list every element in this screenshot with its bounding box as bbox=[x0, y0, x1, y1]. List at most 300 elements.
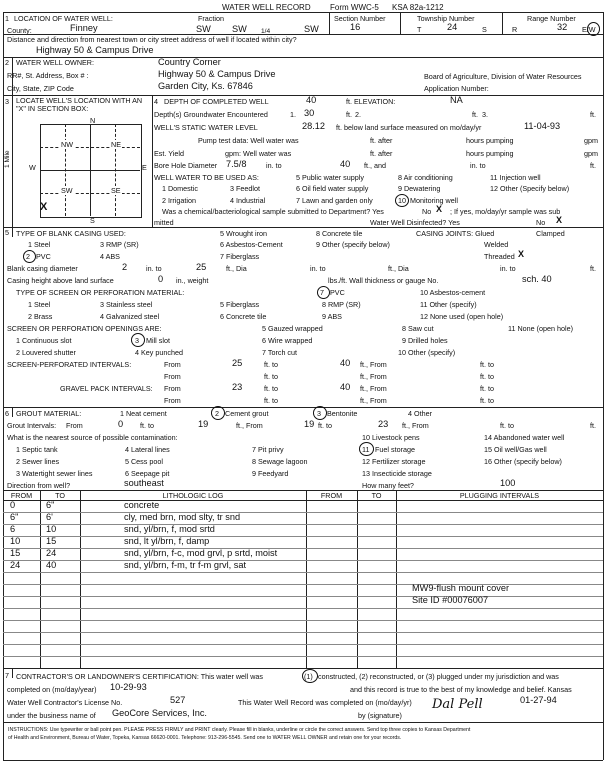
rule bbox=[3, 407, 603, 408]
log-cell-desc: snd, lt yl/brn, f, damp bbox=[124, 536, 210, 546]
section-1-title: LOCATION OF WATER WELL: bbox=[14, 14, 113, 23]
cont-11: 11 bbox=[362, 445, 370, 454]
section-4-number: 4 bbox=[154, 97, 158, 106]
opening-4: 4 Key punched bbox=[135, 348, 183, 357]
section-2-number: 2 bbox=[5, 58, 9, 67]
screen-6: 6 Concrete tile bbox=[220, 312, 267, 321]
yield-gpm2: gpm bbox=[584, 149, 598, 158]
rule bbox=[3, 668, 603, 669]
log-header-lithologic: LITHOLOGIC LOG bbox=[162, 491, 224, 500]
compass-n: N bbox=[90, 116, 96, 125]
location-x-mark: X bbox=[40, 201, 48, 213]
elevation-label: ft. ELEVATION: bbox=[346, 97, 396, 106]
use-6: 6 Oil field water supply bbox=[296, 184, 369, 193]
circle-mark bbox=[131, 333, 145, 347]
township-label: Township Number bbox=[417, 14, 475, 23]
log-cell-desc: snd, yl/brn, f-m, tr f-m grvl, sat bbox=[124, 560, 247, 570]
section-box-quarter-line bbox=[115, 124, 116, 216]
direction-value: southeast bbox=[124, 478, 164, 488]
log-cell-from: 0 bbox=[10, 500, 16, 510]
log-cell-from: 10 bbox=[10, 536, 21, 546]
log-row-line bbox=[3, 644, 603, 645]
casing-3: 3 RMP (SR) bbox=[100, 240, 139, 249]
section-7-number: 7 bbox=[5, 671, 9, 680]
gpi-to-label: ft. to bbox=[264, 384, 278, 393]
gpi-to-value: 40 bbox=[340, 382, 351, 392]
groundwater-1-value: 30 bbox=[304, 108, 315, 118]
county-label: County: bbox=[7, 26, 32, 35]
log-row-line bbox=[3, 512, 603, 513]
feet-value: 100 bbox=[500, 478, 516, 488]
openings-title: SCREEN OR PERFORATION OPENINGS ARE: bbox=[7, 324, 162, 333]
section-number-value: 16 bbox=[350, 22, 361, 32]
static-level-rest: ft. below land surface measured on mo/day/yr bbox=[336, 123, 482, 132]
log-cell-desc: concrete bbox=[124, 500, 160, 510]
log-cell-desc: snd, yl/brn, f-c, mod grvl, p srtd, moist bbox=[124, 548, 278, 558]
bore-in-to2: in. to bbox=[470, 161, 486, 170]
log-row-line bbox=[3, 608, 603, 609]
range-value: 32 bbox=[557, 22, 568, 32]
screen-11: 11 Other (specify) bbox=[420, 300, 477, 309]
fraction-q3: SW bbox=[304, 24, 319, 34]
chem-question: Was a chemical/bacteriological sample submitted to Department? Yes bbox=[162, 207, 384, 216]
ksa-number: KSA 82a-1212 bbox=[392, 3, 444, 12]
screen-1: 1 Steel bbox=[28, 300, 51, 309]
gpi-from-label: From bbox=[164, 384, 181, 393]
opening-6: 6 Wire wrapped bbox=[262, 336, 313, 345]
spi-to2: ft. to bbox=[480, 360, 494, 369]
quadrant-nw: NW bbox=[61, 140, 73, 149]
gpi-to4: ft. to bbox=[480, 396, 494, 405]
gi-to2-value: 23 bbox=[378, 419, 389, 429]
gi-to3-label: ft. to bbox=[500, 421, 514, 430]
gpi-from3: From bbox=[164, 396, 181, 405]
casing-2: 2 bbox=[26, 252, 30, 261]
township-t: T bbox=[417, 25, 422, 34]
pump-test-label: Pump test data: Well water was bbox=[198, 136, 299, 145]
use-10: 10 bbox=[398, 196, 406, 205]
section-1-number: 1 bbox=[5, 14, 9, 23]
disinfected-no: No bbox=[536, 218, 546, 227]
form-title: WATER WELL RECORD bbox=[222, 3, 311, 12]
frame-right bbox=[603, 12, 604, 760]
fraction-label: Fraction bbox=[198, 14, 224, 23]
log-row-line bbox=[3, 548, 603, 549]
cont-12: 12 Fertilizer storage bbox=[362, 457, 426, 466]
instructions-line-1: INSTRUCTIONS: Use typewriter or ball point pen. PLEASE PRESS FIRMLY and PRINT clearly. Please fill in blanks, underline or circle the correct answers. Send top three copies to Kansas Department bbox=[8, 727, 471, 733]
section-box-quarter-line bbox=[65, 124, 66, 216]
height-weight: in., weight bbox=[176, 276, 209, 285]
cont-3: 3 Watertight sewer lines bbox=[16, 469, 93, 478]
casing-2-label: PVC bbox=[36, 252, 51, 261]
gi-from-value: 0 bbox=[118, 419, 124, 429]
log-row-line bbox=[3, 620, 603, 621]
elevation-value: NA bbox=[450, 95, 463, 105]
log-row-line bbox=[3, 596, 603, 597]
spi-to3: ft. to bbox=[264, 372, 278, 381]
cont-14: 14 Abandoned water well bbox=[484, 433, 565, 442]
cont-10: 10 Livestock pens bbox=[362, 433, 420, 442]
log-cell-to: 40 bbox=[46, 560, 57, 570]
spi-from3: From bbox=[164, 372, 181, 381]
section-5-number: 5 bbox=[5, 228, 9, 237]
compass-s: S bbox=[90, 216, 95, 225]
record-date: 01-27-94 bbox=[520, 695, 557, 705]
completed-label: completed on (mo/day/year) bbox=[7, 685, 97, 694]
gpi-to2: ft. to bbox=[480, 384, 494, 393]
gi-from2-label: ft., From bbox=[236, 421, 263, 430]
section-number-label: Section Number bbox=[334, 14, 386, 23]
groundwater-3: 3. bbox=[482, 110, 488, 119]
casing-5: 5 Wrought iron bbox=[220, 229, 268, 238]
opening-10: 10 Other (specify) bbox=[398, 348, 456, 357]
chem-rest: ; If yes, mo/day/yr sample was sub bbox=[450, 207, 561, 216]
use-12: 12 Other (Specify below) bbox=[490, 184, 570, 193]
fraction-q1: SW bbox=[196, 24, 211, 34]
circle-mark bbox=[313, 406, 327, 420]
casing-title: TYPE OF BLANK CASING USED: bbox=[16, 229, 126, 238]
log-header-to2: TO bbox=[371, 491, 382, 500]
cont-9: 9 Feedyard bbox=[252, 469, 289, 478]
height-label: Casing height above land surface bbox=[7, 276, 114, 285]
screen-9: 9 ABS bbox=[322, 312, 342, 321]
screen-3: 3 Stainless steel bbox=[100, 300, 153, 309]
section-3-number: 3 bbox=[5, 97, 9, 106]
log-header-from: FROM bbox=[10, 491, 33, 500]
diameter-ft: ft. bbox=[590, 264, 596, 273]
gi-to-value: 19 bbox=[198, 419, 209, 429]
screen-4: 4 Galvanized steel bbox=[100, 312, 160, 321]
casing-9: 9 Other (specify below) bbox=[316, 240, 390, 249]
divider bbox=[12, 668, 13, 678]
rule bbox=[3, 722, 603, 723]
log-row-line bbox=[3, 572, 603, 573]
cont-11-label: Fuel storage bbox=[375, 445, 415, 454]
casing-4: 4 ABS bbox=[100, 252, 120, 261]
business-label: under the business name of bbox=[7, 711, 96, 720]
county-value: Finney bbox=[70, 23, 98, 33]
license-value: 527 bbox=[170, 695, 186, 705]
section-6-number: 6 bbox=[5, 409, 9, 418]
height-lbs: lbs./ft. Wall thickness or gauge No. bbox=[328, 276, 439, 285]
cert-rest: constructed, (2) reconstructed, or (3) plugged under my jurisdiction and was bbox=[318, 672, 559, 681]
opening-11: 11 None (open hole) bbox=[508, 324, 573, 333]
use-11: 11 Injection well bbox=[490, 173, 541, 182]
gpi-from2: ft., From bbox=[360, 384, 387, 393]
disinfected-label: Water Well Disinfected? Yes bbox=[370, 218, 460, 227]
circle-mark bbox=[23, 250, 36, 263]
yield-hours: hours pumping bbox=[466, 149, 514, 158]
log-row-line bbox=[3, 656, 603, 657]
quadrant-ne: NE bbox=[111, 140, 121, 149]
use-2: 2 Irrigation bbox=[162, 196, 196, 205]
circle-mark bbox=[395, 194, 409, 207]
spi-to4: ft. to bbox=[480, 372, 494, 381]
diameter-label: Blank casing diameter bbox=[7, 264, 78, 273]
grout-2-label: Cement grout bbox=[225, 409, 269, 418]
gi-to-label: ft. to bbox=[140, 421, 154, 430]
screen-title: TYPE OF SCREEN OR PERFORATION MATERIAL: bbox=[16, 288, 185, 297]
contamination-label: What is the nearest source of possible contamination: bbox=[7, 433, 178, 442]
cont-16: 16 Other (specify below) bbox=[484, 457, 562, 466]
distance-label: Distance and direction from nearest town or city street address of well if located within city? bbox=[7, 35, 297, 44]
mile-scale bbox=[12, 140, 13, 196]
opening-8: 8 Saw cut bbox=[402, 324, 434, 333]
board-text: Board of Agriculture, Division of Water Resources bbox=[424, 72, 582, 81]
bore-value: 7.5/8 bbox=[226, 159, 247, 169]
use-3: 3 Feedlot bbox=[230, 184, 260, 193]
log-row-line bbox=[3, 560, 603, 561]
static-level-label: WELL'S STATIC WATER LEVEL bbox=[154, 123, 258, 132]
range-r: R bbox=[512, 25, 518, 34]
cont-1: 1 Septic tank bbox=[16, 445, 58, 454]
section-2-title: WATER WELL OWNER: bbox=[16, 58, 94, 67]
pump-after: ft. after bbox=[370, 136, 393, 145]
rule bbox=[3, 500, 603, 501]
log-col-line bbox=[396, 490, 397, 668]
log-cell-from: 6" bbox=[10, 512, 19, 522]
groundwater-ft3: ft. bbox=[590, 110, 596, 119]
log-cell-to: 10 bbox=[46, 524, 57, 534]
quadrant-se: SE bbox=[111, 186, 121, 195]
opening-3: 3 bbox=[135, 336, 139, 345]
log-cell-to: 15 bbox=[46, 536, 57, 546]
frame-top bbox=[3, 12, 603, 13]
compass-e: E bbox=[142, 163, 147, 172]
bore-ft: ft. bbox=[590, 161, 596, 170]
cont-5: 5 Cess pool bbox=[125, 457, 163, 466]
record-label: This Water Well Record was completed on (mo/day/yr) bbox=[238, 698, 412, 707]
completed-rest: and this record is true to the best of my knowledge and belief. Kansas bbox=[350, 685, 572, 694]
log-cell-from: 24 bbox=[10, 560, 21, 570]
diameter-to-value: 25 bbox=[196, 262, 207, 272]
use-8: 8 Air conditioning bbox=[398, 173, 453, 182]
grout-4: 4 Other bbox=[408, 409, 432, 418]
pump-gpm: gpm bbox=[584, 136, 598, 145]
opening-3-label: Mill slot bbox=[146, 336, 170, 345]
casing-8: 8 Concrete tile bbox=[316, 229, 363, 238]
section-box-horizontal bbox=[40, 170, 140, 171]
section-box-quarter-line bbox=[40, 147, 140, 148]
opening-5: 5 Gauzed wrapped bbox=[262, 324, 323, 333]
cert-option-1: (1) bbox=[304, 672, 313, 681]
log-cell-to: 6" bbox=[46, 500, 55, 510]
gi-from-label: From bbox=[66, 421, 83, 430]
section-3-title: LOCATE WELL'S LOCATION WITH AN "X" IN SECTION BOX: bbox=[16, 96, 143, 113]
gpi-label: GRAVEL PACK INTERVALS: bbox=[60, 384, 153, 393]
bore-to-value: 40 bbox=[340, 159, 351, 169]
log-cell-to: 6' bbox=[46, 512, 53, 522]
diameter-in-to2: in. to bbox=[310, 264, 326, 273]
fraction-quarter: 1/4 bbox=[261, 28, 271, 35]
plugging-note-1: MW9-flush mount cover bbox=[412, 583, 510, 593]
gi-from2-value: 19 bbox=[304, 419, 315, 429]
spi-from2: ft., From bbox=[360, 360, 387, 369]
chem-x: X bbox=[436, 204, 443, 214]
cert-title: CONTRACTOR'S OR LANDOWNER'S CERTIFICATION: This water well was bbox=[16, 672, 264, 681]
log-header-from2: FROM bbox=[320, 491, 343, 500]
opening-2: 2 Louvered shutter bbox=[16, 348, 76, 357]
circle-mark bbox=[317, 286, 330, 299]
diameter-in-to3: in. to bbox=[500, 264, 516, 273]
range-label: Range Number bbox=[527, 14, 576, 23]
frame-bottom bbox=[3, 760, 603, 761]
log-cell-to: 24 bbox=[46, 548, 57, 558]
cont-15: 15 Oil well/Gas well bbox=[484, 445, 547, 454]
spi-from4: ft., From bbox=[360, 372, 387, 381]
rule bbox=[3, 227, 603, 228]
use-4: 4 Industrial bbox=[230, 196, 266, 205]
city-label: City, State, ZIP Code bbox=[7, 84, 74, 93]
divider bbox=[329, 12, 330, 34]
casing-joints: CASING JOINTS: Glued bbox=[416, 229, 495, 238]
casing-1: 1 Steel bbox=[28, 240, 51, 249]
opening-9: 9 Drilled holes bbox=[402, 336, 448, 345]
gpi-from-value: 23 bbox=[232, 382, 243, 392]
use-label: WELL WATER TO BE USED AS: bbox=[154, 173, 259, 182]
grout-1: 1 Neat cement bbox=[120, 409, 167, 418]
mile-label: 1 Mile bbox=[4, 150, 11, 168]
signature-label: by (signature) bbox=[358, 711, 402, 720]
spi-label: SCREEN-PERFORATED INTERVALS: bbox=[7, 360, 132, 369]
divider bbox=[12, 227, 13, 237]
address-value: Highway 50 & Campus Drive bbox=[158, 69, 276, 79]
business-value: GeoCore Services, Inc. bbox=[112, 708, 207, 718]
feet-label: How many feet? bbox=[362, 481, 414, 490]
signature-value: Dal Pell bbox=[432, 697, 483, 712]
yield-gpm: gpm: Well water was bbox=[225, 149, 292, 158]
township-s: S bbox=[482, 25, 487, 34]
yield-label: Est. Yield bbox=[154, 149, 184, 158]
depth-label: DEPTH OF COMPLETED WELL bbox=[164, 97, 269, 106]
circle-mark bbox=[302, 669, 318, 683]
groundwater-label: Depth(s) Groundwater Encountered bbox=[154, 110, 268, 119]
casing-threaded: Threaded bbox=[484, 252, 515, 261]
spi-to-value: 40 bbox=[340, 358, 351, 368]
static-level-value: 28.12 bbox=[302, 121, 325, 131]
direction-label: Direction from well? bbox=[7, 481, 71, 490]
casing-threaded-x: X bbox=[518, 249, 525, 259]
screen-7: 7 bbox=[320, 288, 324, 297]
screen-12: 12 None used (open hole) bbox=[420, 312, 504, 321]
depth-value: 40 bbox=[306, 95, 317, 105]
cont-6: 6 Seepage pit bbox=[125, 469, 170, 478]
casing-6: 6 Asbestos-Cement bbox=[220, 240, 283, 249]
use-5: 5 Public water supply bbox=[296, 173, 364, 182]
log-row-line bbox=[3, 632, 603, 633]
log-header-to: TO bbox=[55, 491, 65, 500]
yield-after: ft. after bbox=[370, 149, 393, 158]
instructions-line-2: of Health and Environment, Bureau of Water, Topeka, Kansas 66620-0001. Telephone: 913-296-5545. Send one to WATER WELL OWNER and retain one for your records. bbox=[8, 735, 402, 741]
city-value: Garden City, Ks. 67846 bbox=[158, 81, 253, 91]
spi-to-label: ft. to bbox=[264, 360, 278, 369]
application-label: Application Number: bbox=[424, 84, 489, 93]
use-1: 1 Domestic bbox=[162, 184, 198, 193]
log-col-line bbox=[80, 490, 81, 668]
circle-mark bbox=[359, 442, 374, 456]
grout-3-label: Bentonite bbox=[327, 409, 358, 418]
diameter-ft-dia: ft., Dia bbox=[226, 264, 247, 273]
log-header-plugging: PLUGGING INTERVALS bbox=[459, 491, 540, 500]
groundwater-2: 2. bbox=[355, 110, 361, 119]
diameter-in-to: in. to bbox=[146, 264, 162, 273]
chem-no: No bbox=[422, 207, 432, 216]
groundwater-ft: ft. bbox=[346, 110, 352, 119]
fraction-q2: SW bbox=[232, 24, 247, 34]
grout-3: 3 bbox=[317, 409, 321, 418]
log-row-line bbox=[3, 584, 603, 585]
casing-clamped: Clamped bbox=[536, 229, 565, 238]
gi-from3-label: ft., From bbox=[402, 421, 429, 430]
use-7: 7 Lawn and garden only bbox=[296, 196, 373, 205]
divider bbox=[502, 12, 503, 34]
gpi-from4: ft., From bbox=[360, 396, 387, 405]
opening-1: 1 Continuous slot bbox=[16, 336, 72, 345]
groundwater-1: 1. bbox=[290, 110, 296, 119]
use-9: 9 Dewatering bbox=[398, 184, 441, 193]
cont-13: 13 Insecticide storage bbox=[362, 469, 432, 478]
opening-7: 7 Torch cut bbox=[262, 348, 298, 357]
section-box bbox=[40, 124, 142, 218]
casing-welded: Welded bbox=[484, 240, 509, 249]
cont-8: 8 Sewage lagoon bbox=[252, 457, 308, 466]
owner-value: Country Corner bbox=[158, 57, 221, 67]
township-value: 24 bbox=[447, 22, 458, 32]
screen-10: 10 Asbestos-cement bbox=[420, 288, 486, 297]
range-ew: E/W bbox=[582, 25, 596, 34]
address-label: RR#, St. Address, Box # : bbox=[7, 71, 89, 80]
log-cell-desc: snd, yl/brn, f, mod srtd bbox=[124, 524, 215, 534]
spi-from-label: From bbox=[164, 360, 181, 369]
diameter-value: 2 bbox=[122, 262, 128, 272]
divider bbox=[12, 407, 13, 417]
circle-mark bbox=[211, 406, 225, 420]
frame-left bbox=[3, 12, 4, 760]
static-level-date: 11-04-93 bbox=[524, 121, 561, 131]
screen-7-label: PVC bbox=[330, 288, 345, 297]
screen-5: 5 Fiberglass bbox=[220, 300, 260, 309]
disinfected-x: X bbox=[556, 215, 563, 225]
spi-from-value: 25 bbox=[232, 358, 243, 368]
log-row-line bbox=[3, 524, 603, 525]
section-box-quarter-line bbox=[40, 193, 140, 194]
gi-to2-label: ft. to bbox=[318, 421, 332, 430]
log-col-line bbox=[306, 490, 307, 668]
plugging-note-2: Site ID #00076007 bbox=[412, 595, 489, 605]
cont-4: 4 Lateral lines bbox=[125, 445, 170, 454]
gauge-value: sch. 40 bbox=[522, 274, 552, 284]
grout-intervals-label: Grout Intervals: bbox=[7, 421, 57, 430]
screen-8: 8 RMP (SR) bbox=[322, 300, 361, 309]
distance-value: Highway 50 & Campus Drive bbox=[36, 45, 154, 55]
cont-2: 2 Sewer lines bbox=[16, 457, 60, 466]
license-label: Water Well Contractor's License No. bbox=[7, 698, 123, 707]
divider bbox=[400, 12, 401, 34]
bore-in-to: in. to bbox=[266, 161, 282, 170]
bore-and: ft., and bbox=[364, 161, 386, 170]
groundwater-ft2: ft. bbox=[472, 110, 478, 119]
log-cell-from: 6 bbox=[10, 524, 16, 534]
chem-mitted: mitted bbox=[154, 218, 174, 227]
quadrant-sw: SW bbox=[61, 186, 73, 195]
use-10-label: Monitoring well bbox=[410, 196, 458, 205]
grout-title: GROUT MATERIAL: bbox=[16, 409, 82, 418]
grout-2: 2 bbox=[215, 409, 219, 418]
log-cell-from: 15 bbox=[10, 548, 21, 558]
compass-w: W bbox=[29, 163, 36, 172]
log-col-line bbox=[357, 490, 358, 668]
height-value: 0 bbox=[158, 274, 164, 284]
